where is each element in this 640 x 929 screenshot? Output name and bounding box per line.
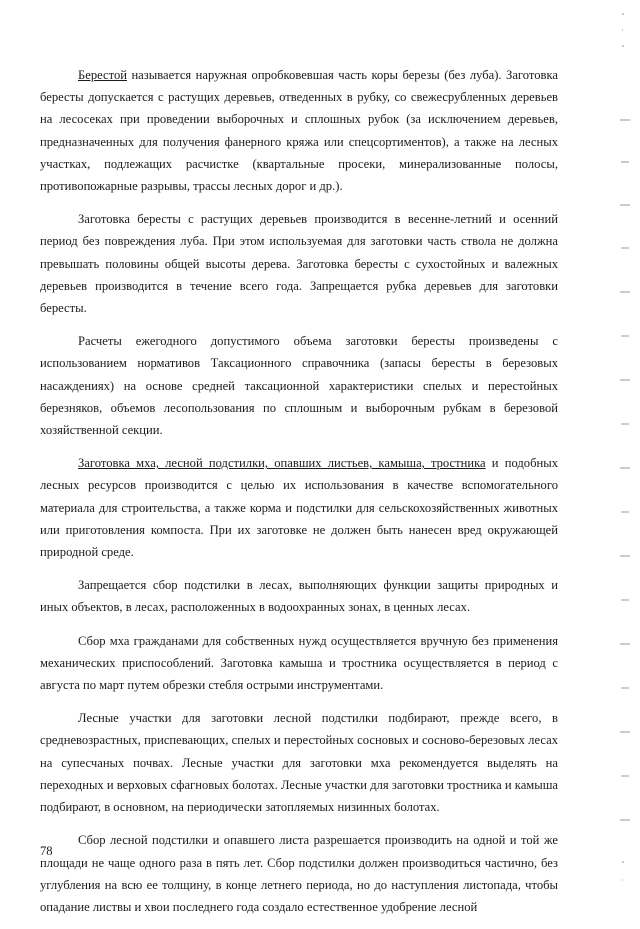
scan-margin-marks [600,0,640,905]
paragraph-plot-selection [40,707,558,818]
paragraph-text: Сбор лесной подстилки и опавшего листа разрешается производить на одной и той же площади не чаще одного раза в пять лет. Сбор подстилки должен производиться частично, без углубления на всю ее толщину, в конце летнего периода, но до наступления листопада, чтобы опадание листвы и хвои последнего года создало естественное удобрение лесной [40,833,558,914]
paragraph-birch-bark-calculations [40,330,558,441]
paragraph-text: Заготовка бересты с растущих деревьев производится в весенне-летний и осенний период без повреждения луба. При этом используемая для заготовки часть ствола не должна превышать половины общей высоты дерева. Заготовка бересты с сухостойных и валежных деревьев производится в течение всего года. Запрещается рубка деревьев для заготовки бересты. [40,212,558,316]
paragraph-text: Сбор мха гражданами для собственных нужд осуществляется вручную без применения механических приспособлений. Заготовка камыша и тростника осуществляется в период с августа по март путем обрезки стебля острыми инструментами. [40,633,558,693]
paragraph-birch-bark-harvest-period [40,208,558,319]
paragraph-moss-collection [40,630,558,697]
paragraph-text: и подобных лесных ресурсов производится с целью их использования в качестве вспомогательного материала для строительства, а также корма и подстилки для сельскохозяйственных животных или приготовления компоста. При их заготовке не должен быть нанесен вред окружающей природной среде. [40,456,558,560]
paragraph-text: называется наружная опробковевшая часть коры березы (без луба). Заготовка бересты допускается с растущих деревьев, отведенных в рубку, со свежесрубленных деревьев на лесосеках при проведении выборочных и сплошных рубок (за исключением деревьев, предназначенных для получения фанерного кряжа или спецсортиментов), а также на лесных участках, подлежащих расчистке (квартальные просеки, минерализованные полосы, противопожарные разрывы, трассы лесных дорог и др.). [40,68,558,194]
page-number: 78 [40,844,53,858]
paragraph-text: Лесные участки для заготовки лесной подстилки подбирают, прежде всего, в средневозрастных, приспевающих, спелых и перестойных сосновых и сосново-березовых лесах на супесчаных почвах. Лесные участки для заготовки мха рекомендуется выделять на переходных и верховых сфагновых болотах. Лесные участки для заготовки тростника и камыша подбирают, в основном, на периодически затопляемых низинных болотах. [40,711,558,815]
document-body [40,64,558,929]
term-moss-litter-harvest: Заготовка мха, лесной подстилки, опавших листьев, камыша, тростника [78,456,486,471]
paragraph-text: Запрещается сбор подстилки в лесах, выполняющих функции защиты природных и иных объектов, в лесах, расположенных в водоохранных зонах, в ценных лесах. [40,578,558,615]
term-birch-bark: Берестой [78,68,127,82]
paragraph-moss-litter-harvest [40,452,558,563]
paragraph-litter-prohibition [40,574,558,618]
paragraph-birch-bark-definition [40,64,558,197]
paragraph-text: Расчеты ежегодного допустимого объема заготовки бересты произведены с использованием нормативов Таксационного справочника (запасы бересты в березовых насаждениях) на основе средней таксационной характеристики спелых и перестойных березняков, объемов лесопользования по сплошным и выборочным рубкам в березовой хозяйственной секции. [40,334,558,438]
